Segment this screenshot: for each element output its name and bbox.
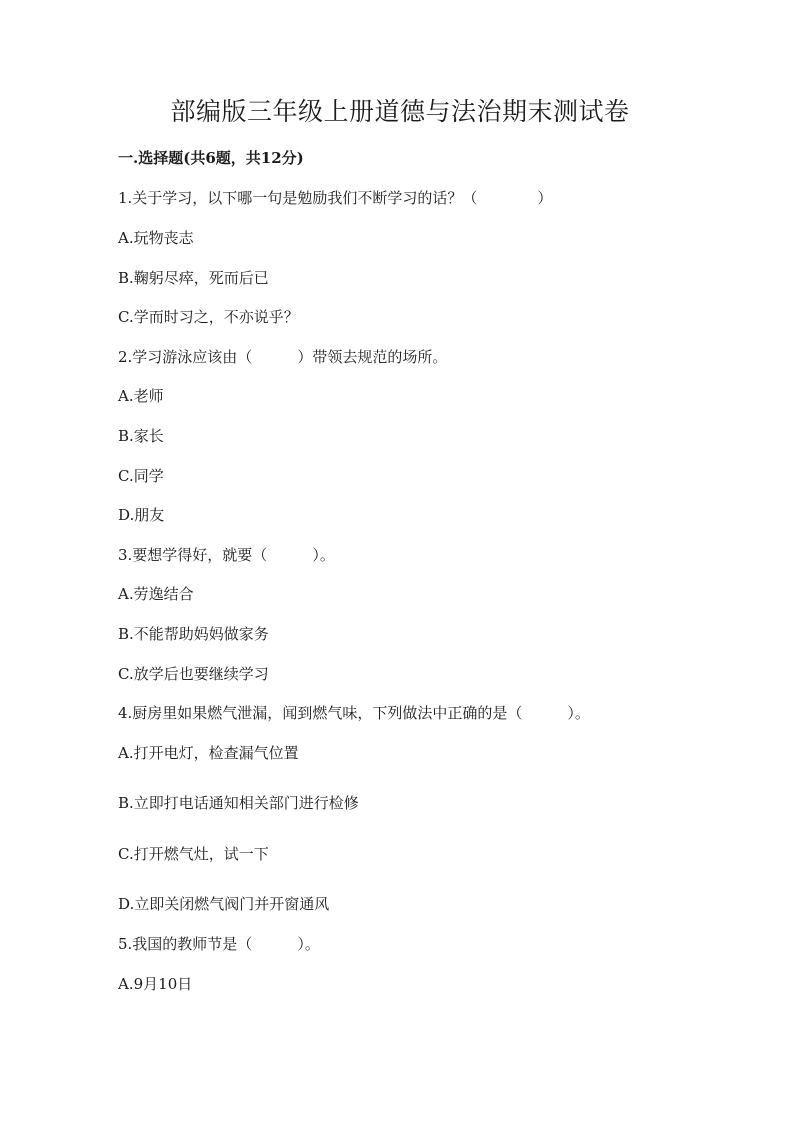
document-title: 部编版三年级上册道德与法治期末测试卷 (170, 97, 630, 126)
question-4-option-b: B.立即打电话通知相关部门进行检修 (118, 794, 359, 812)
question-3-option-c: C.放学后也要继续学习 (118, 665, 269, 683)
question-1-option-b: B.鞠躬尽瘁，死而后已 (118, 269, 269, 287)
question-2-stem: 2.学习游泳应该由（ ）带领去规范的场所。 (118, 348, 448, 366)
question-5-stem: 5.我国的教师节是（ ）。 (118, 935, 320, 953)
question-2-option-d: D.朋友 (118, 506, 165, 524)
question-1-option-c: C.学而时习之，不亦说乎？ (118, 308, 299, 326)
question-4-stem: 4.厨房里如果燃气泄漏，闻到燃气味，下列做法中正确的是（ ）。 (118, 704, 590, 722)
question-2-option-a: A.老师 (118, 387, 164, 405)
question-3-option-b: B.不能帮助妈妈做家务 (118, 625, 269, 643)
question-4-option-c: C.打开燃气灶，试一下 (118, 845, 269, 863)
question-3-stem: 3.要想学得好，就要（ ）。 (118, 546, 335, 564)
question-4-option-a: A.打开电灯，检查漏气位置 (118, 744, 299, 762)
question-2-option-b: B.家长 (118, 427, 164, 445)
section-heading: 一.选择题(共6题，共12分) (118, 149, 304, 167)
question-4-option-d: D.立即关闭燃气阀门并开窗通风 (118, 895, 330, 913)
question-2-option-c: C.同学 (118, 467, 164, 485)
question-1-stem: 1.关于学习，以下哪一句是勉励我们不断学习的话？（ ） (118, 189, 553, 207)
question-3-option-a: A.劳逸结合 (118, 585, 194, 603)
question-1-option-a: A.玩物丧志 (118, 229, 194, 247)
question-5-option-a: A.9月10日 (118, 975, 193, 993)
